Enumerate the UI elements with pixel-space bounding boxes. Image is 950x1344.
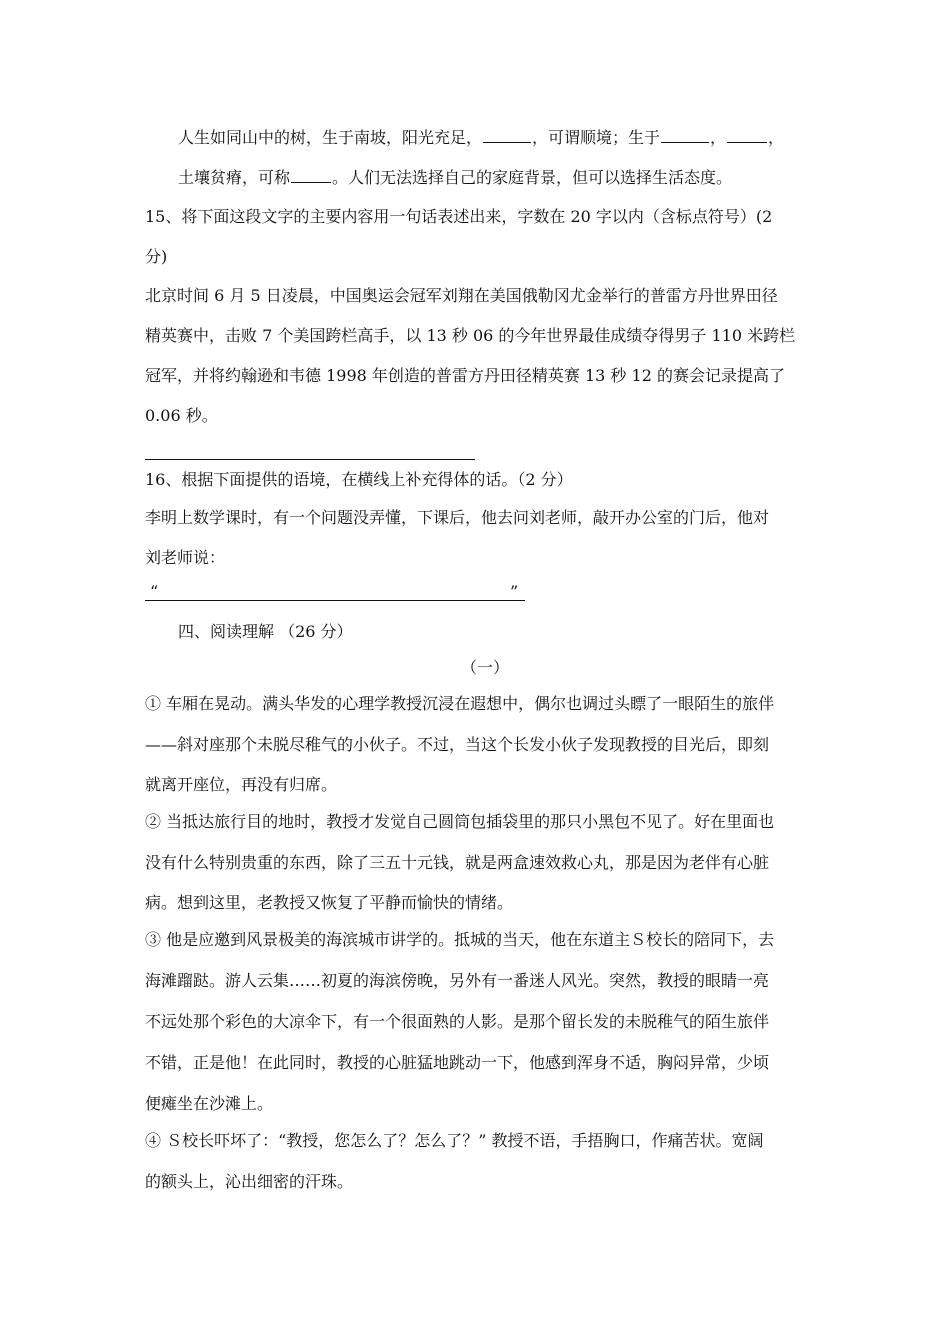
poem-text: 。人们无法选择自己的家庭背景，但可以选择生活态度。: [332, 168, 733, 187]
open-quote: “: [150, 582, 159, 601]
q16-context-line: 李明上数学课时，有一个问题没弄懂，下课后，他去问刘老师，敲开办公室的门后，他对: [145, 508, 770, 527]
passage-line: 便瘫坐在沙滩上。: [145, 1094, 274, 1113]
q15-answer-line[interactable]: [145, 459, 475, 460]
q15-prompt: 15、将下面这段文字的主要内容用一句话表述出来，字数在 20 字以内（含标点符号）(2: [145, 207, 773, 226]
passage-line: 没有什么特别贵重的东西，除了三五十元钱，就是两盒速效救心丸，那是因为老伴有心脏: [145, 853, 770, 872]
passage-line: ③ 他是应邀到风景极美的海滨城市讲学的。抵城的当天，他在东道主Ｓ校长的陪同下，去: [145, 930, 775, 949]
passage-line: ② 当抵达旅行目的地时，教授才发觉自己圆筒包插袋里的那只小黑包不见了。好在里面也: [145, 812, 775, 831]
poem-text: ，: [710, 128, 727, 147]
poem-text: ，: [768, 128, 785, 147]
passage-line: ① 车厢在晃动。满头华发的心理学教授沉浸在遐想中，偶尔也调过头瞟了一眼陌生的旅伴: [145, 694, 775, 713]
passage-line: 不错，正是他！在此同时，教授的心脏猛地跳动一下，他感到浑身不适，胸闷异常，少顷: [145, 1053, 770, 1072]
part-label: （一）: [460, 658, 509, 677]
answer-blank[interactable]: [727, 128, 767, 143]
passage-line: ④ Ｓ校长吓坏了：“教授，您怎么了？怎么了？” 教授不语，手捂胸口，作痛苦状。宽阔: [145, 1131, 764, 1150]
passage-line: 海滩蹓跶。游人云集……初夏的海滨傍晚，另外有一番迷人风光。突然，教授的眼睛一亮: [145, 971, 770, 990]
q15-passage-line: 精英赛中，击败 7 个美国跨栏高手，以 13 秒 06 的今年世界最佳成绩夺得男子 110 米跨栏: [145, 326, 796, 345]
q16-context-line: 刘老师说：: [145, 548, 226, 567]
q15-passage-line: 0.06 秒。: [145, 406, 218, 425]
q15-prompt-cont: 分): [145, 247, 168, 266]
section-heading: 四、阅读理解 （26 分）: [178, 622, 353, 641]
poem-line-2: [178, 168, 732, 188]
passage-line: ——斜对座那个未脱尽稚气的小伙子。不过，当这个长发小伙子发现教授的目光后，即刻: [145, 735, 770, 754]
passage-line: 的额头上，沁出细密的汗珠。: [145, 1172, 354, 1191]
q16-answer-line[interactable]: [145, 600, 525, 601]
close-quote: ”: [510, 582, 519, 601]
passage-line: 就离开座位，再没有归席。: [145, 775, 338, 794]
poem-line-1: [178, 128, 784, 148]
passage-line: 病。想到这里，老教授又恢复了平静而愉快的情绪。: [145, 893, 514, 912]
poem-text: ，可谓顺境；生于: [532, 128, 661, 147]
poem-text: 人生如同山中的树，生于南坡，阳光充足，: [178, 128, 483, 147]
passage-line: 不远处那个彩色的大凉伞下，有一个很面熟的人影。是那个留长发的未脱稚气的陌生旅伴: [145, 1012, 770, 1031]
q15-passage-line: 冠军，并将约翰逊和韦德 1998 年创造的普雷方丹田径精英赛 13 秒 12 的赛会记录提高了: [145, 366, 785, 385]
answer-blank[interactable]: [483, 128, 531, 143]
q15-passage-line: 北京时间 6 月 5 日凌晨，中国奥运会冠军刘翔在美国俄勒冈尤金举行的普雷方丹世界田径: [145, 286, 778, 305]
q16-prompt: 16、根据下面提供的语境，在横线上补充得体的话。（2 分）: [145, 470, 573, 489]
answer-blank[interactable]: [661, 128, 709, 143]
poem-text: 土壤贫瘠，可称: [178, 168, 291, 187]
answer-blank[interactable]: [291, 168, 331, 183]
